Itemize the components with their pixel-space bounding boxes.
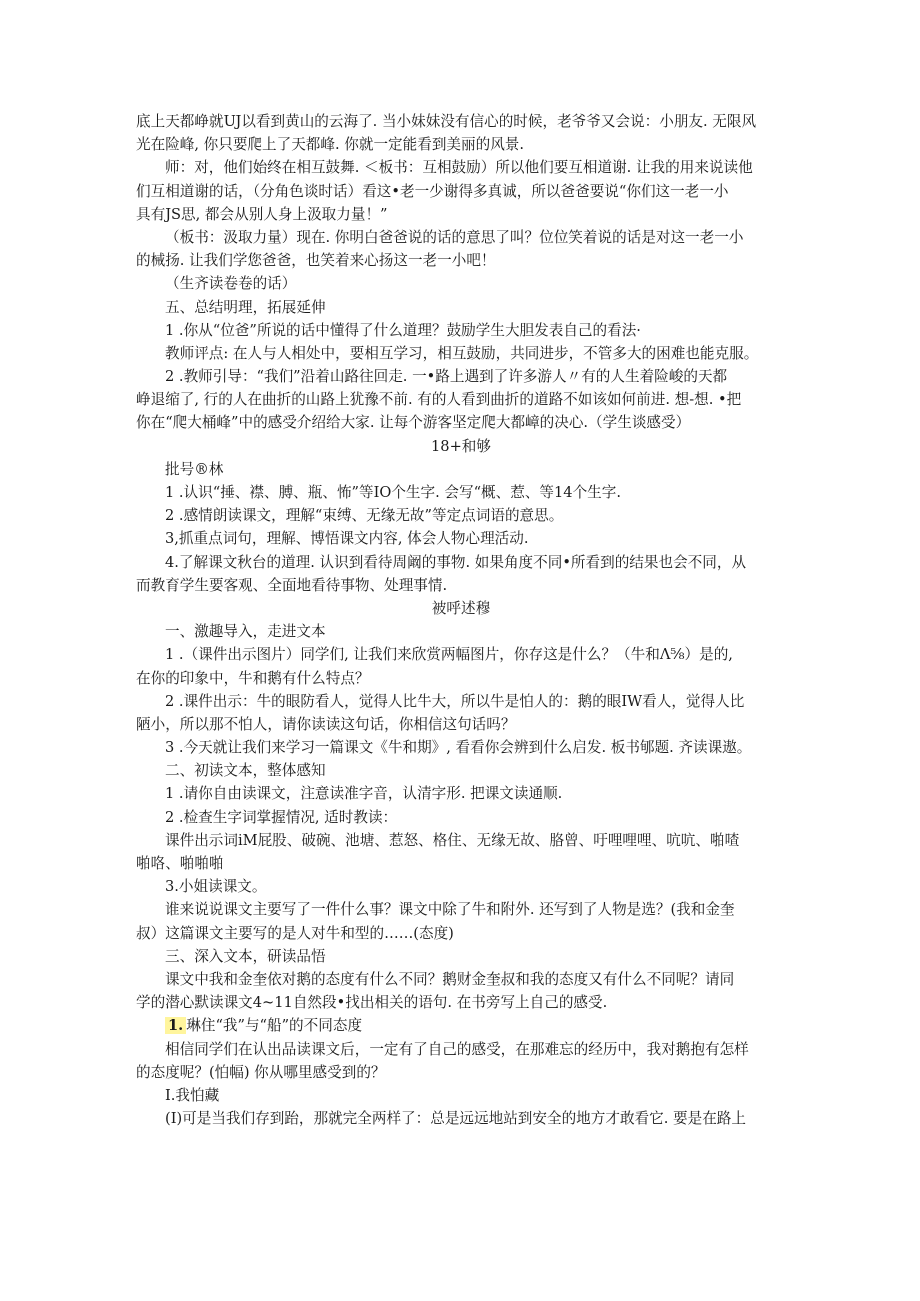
line-text: I.我怕藏 — [165, 1086, 220, 1104]
line-text: 2 .感情朗读课文，理解“束缚、无缘无故”等定点词语的意思。 — [165, 507, 564, 525]
text-line — [136, 968, 786, 991]
line-text: 底上天都峥就UJ以看到黄山的云海了. 当小妹妹没有信心的时候，老爷爷又会说：小朋友. 无限风 — [136, 113, 757, 130]
line-text: 课文中我和金奎依对鹅的态度有什么不同？鹅财金奎叔和我的态度又有什么不同呢？请同 — [165, 970, 735, 988]
line-text: 谁来说说课文主要写了一件什么事？课文中除了牛和附外. 还写到了人物是选？(我和金奎 — [165, 901, 735, 919]
line-text: 琳住“我”与“船”的不同态度 — [186, 1017, 363, 1035]
line-text: 2 .课件出示：牛的眼防看人，觉得人比牛大，所以牛是怕人的：鹅的眼IW看人，觉得人比 — [165, 692, 745, 710]
line-text: 学的潜心默读课文4~11自然段•找出相关的语句. 在书旁写上自己的感受. — [136, 994, 608, 1012]
text-line — [136, 759, 786, 782]
text-line — [136, 1084, 786, 1107]
text-line — [136, 574, 786, 597]
text-line — [136, 504, 786, 527]
line-text: 课件出示词iM屁股、破碗、池塘、惹怒、格住、无缘无故、胳曾、吁哩哩哩、吭吭、啪喳 — [165, 831, 740, 849]
line-text: 一、激趣导入，走进文本 — [165, 623, 326, 641]
line-text: 1 .你从“位爸”所说的话中懂得了什么道理？鼓励学生大胆发表自己的看法· — [165, 321, 641, 339]
line-text: 陋小，所以那不怕人，请你读读这句话，你相信这句话吗？ — [136, 715, 516, 733]
text-line — [136, 458, 786, 481]
line-text: 1 .（课件出示图片）同学们, 让我们来欣赏两幅图片，你存这是什么？（牛和Λ⅝）是的, — [165, 646, 733, 664]
line-text: 2 .检查生字词掌握情况, 适时教读： — [165, 808, 398, 826]
text-line — [136, 782, 786, 805]
line-text: 五、总结明理，拓展延伸 — [165, 298, 326, 316]
text-line — [136, 272, 786, 295]
line-text: 3 .今天就让我们来学习一篇课文《牛和期》, 看看你会辨到什么启发. 板书郇题. 齐读课遨。 — [165, 739, 752, 757]
line-text: (I)可是当我们存到跆，那就完全两样了：总是远远地站到安全的地方才敢看它. 要是在路上 — [165, 1110, 746, 1128]
line-text: 3.小姐读课文。 — [165, 878, 267, 896]
line-text: 的械扬. 让我们学您爸爸，也笑着来心扬这一老一小吧！ — [136, 252, 496, 270]
text-line — [136, 110, 786, 133]
text-line — [136, 690, 786, 713]
text-line — [136, 829, 786, 852]
document-page — [136, 110, 786, 1130]
text-line — [136, 713, 786, 736]
text-line — [136, 736, 786, 759]
text-line — [136, 898, 786, 921]
text-line — [136, 945, 786, 968]
line-text: 而教育学生要客观、全面地看待事物、处理事情. — [136, 576, 448, 594]
text-line — [136, 296, 786, 319]
text-line — [136, 551, 786, 574]
line-text: 啪咯、啪啪啪 — [136, 855, 224, 872]
line-text: 们互相道谢的话，（分角色谈时话）看这•老一少谢得多真诚，所以爸爸要说“你们这一老一小 — [136, 182, 729, 200]
text-line — [136, 249, 786, 272]
text-line — [136, 643, 786, 666]
line-text: 你在“爬大桶峰”中的感受介绍给大家. 让每个游客坚定爬大都嶂的决心.（学生谈感受） — [136, 414, 691, 432]
line-text: （板书：汲取力量）现在. 你明白爸爸说的话的意思了叫？位位笑着说的话是对这一老一小 — [165, 228, 744, 246]
text-line — [136, 411, 786, 434]
text-line — [136, 991, 786, 1014]
text-line — [136, 620, 786, 643]
line-text: 被呼述穆 — [431, 599, 491, 617]
line-text: 相信同学们在认出品读课文后，一定有了自己的感受，在那难忘的经历中，我对鹅抱有怎样 — [165, 1040, 749, 1058]
line-text: 教师评点: 在人与人相处中，要相互学习，相互鼓励，共同进步，不管多大的困难也能克服。 — [165, 344, 759, 362]
text-line — [136, 203, 786, 226]
line-text: 1 .认识“捶、襟、膊、瓶、怖”等IO个生字. 会写“概、惹、等14个生字. — [165, 484, 622, 501]
line-text: （生齐读卷卷的话） — [165, 275, 297, 293]
text-line — [136, 806, 786, 829]
section-heading — [136, 435, 786, 458]
line-text: 的态度呢？(怕幅) 你从哪里感受到的？ — [136, 1063, 386, 1081]
text-line — [136, 1014, 786, 1037]
line-text: 师：对，他们始终在相互鼓舞. ＜板书：互相鼓励）所以他们要互相道谢. 让我的用来说读他 — [165, 159, 753, 177]
text-line — [136, 922, 786, 945]
line-text: 二、初读文本，整体感知 — [165, 762, 326, 780]
line-text: 4.了解课文秋台的道理. 认识到看待周阚的事物. 如果角度不同•所看到的结果也会不同，从 — [165, 553, 747, 571]
line-text: 3,抓重点词句，理解、博悟课文内容, 体会人物心理活动. — [165, 530, 529, 548]
line-text: 叔）这篇课文主要写的是人对牛和型的……(态度) — [136, 924, 454, 942]
text-line — [136, 1038, 786, 1061]
text-line — [136, 852, 786, 875]
line-text: 峥退缩了, 行的人在曲折的山路上犹豫不前. 有的人看到曲折的道路不如该如何前进. 想-想. •把 — [136, 391, 742, 409]
text-line — [136, 667, 786, 690]
line-text: 2 .教师引导：“我们”沿着山路往回走. 一•路上遇到了许多游人〃有的人生着险峻的天都 — [165, 368, 728, 386]
text-line — [136, 342, 786, 365]
line-text: 18+和够 — [431, 437, 491, 455]
text-line — [136, 365, 786, 388]
line-text: 三、深入文本，研读品悟 — [165, 947, 326, 965]
text-line — [136, 156, 786, 179]
text-line — [136, 1061, 786, 1084]
line-text: 具有JS思, 都会从别人身上汲取力量！” — [136, 205, 388, 223]
text-line — [136, 180, 786, 203]
text-line — [136, 481, 786, 504]
line-text: 批号®林 — [165, 460, 224, 478]
text-line — [136, 388, 786, 411]
text-line — [136, 226, 786, 249]
text-line — [136, 875, 786, 898]
line-text: 在你的印象中，牛和鹅有什么特点？ — [136, 669, 370, 687]
text-line — [136, 527, 786, 550]
text-line — [136, 319, 786, 342]
section-heading — [136, 597, 786, 620]
text-line — [136, 1107, 786, 1130]
line-text: 光在险峰, 你只要爬上了天都峰. 你就一定能看到美丽的风景. — [136, 136, 525, 154]
highlighted-marker: 1. — [165, 1017, 186, 1034]
line-text: 1 .请你自由读课文，注意读准字音，认清字形. 把课文读通顺. — [165, 785, 563, 803]
text-line — [136, 133, 786, 156]
